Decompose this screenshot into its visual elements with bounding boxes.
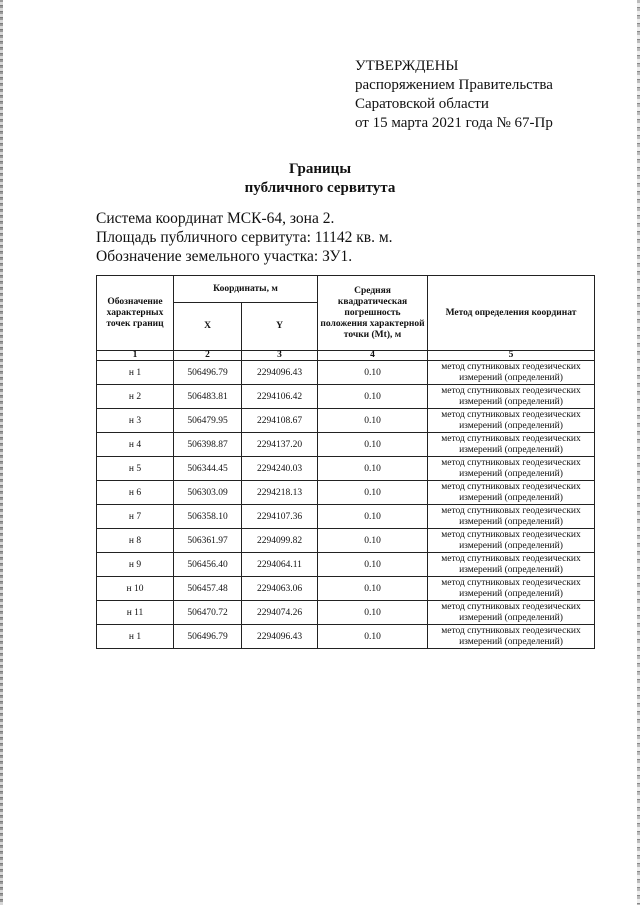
table-body bbox=[97, 361, 595, 649]
method-cell: метод спутниковых геодезических измерений (определений) bbox=[428, 625, 595, 649]
col-number-3: 3 bbox=[242, 351, 318, 361]
document-meta bbox=[96, 209, 393, 266]
y-cell: 2294064.11 bbox=[242, 553, 318, 577]
y-cell: 2294074.26 bbox=[242, 601, 318, 625]
point-cell: н 2 bbox=[97, 385, 174, 409]
y-cell: 2294096.43 bbox=[242, 361, 318, 385]
y-cell: 2294096.43 bbox=[242, 625, 318, 649]
header-error-text: Средняя квадратическая погрешность положения характерной точки (Mt), м bbox=[320, 285, 425, 340]
header-coordinates: Координаты, м bbox=[174, 276, 318, 303]
method-cell: метод спутниковых геодезических измерений (определений) bbox=[428, 505, 595, 529]
x-cell: 506496.79 bbox=[174, 625, 242, 649]
approval-stamp bbox=[355, 57, 553, 133]
parcel-text: Обозначение земельного участка: ЗУ1. bbox=[96, 248, 353, 265]
method-cell: метод спутниковых геодезических измерений (определений) bbox=[428, 601, 595, 625]
method-cell: метод спутниковых геодезических измерений (определений) bbox=[428, 409, 595, 433]
x-cell: 506303.09 bbox=[174, 481, 242, 505]
error-cell: 0.10 bbox=[318, 577, 428, 601]
error-cell: 0.10 bbox=[318, 529, 428, 553]
error-cell: 0.10 bbox=[318, 385, 428, 409]
document-title bbox=[0, 160, 640, 198]
x-cell: 506470.72 bbox=[174, 601, 242, 625]
scan-edge-left bbox=[0, 0, 3, 905]
x-cell: 506344.45 bbox=[174, 457, 242, 481]
coord-system-text: Система координат МСК-64, зона 2. bbox=[96, 210, 335, 227]
approval-heading: УТВЕРЖДЕНЫ bbox=[355, 58, 459, 74]
table-row bbox=[97, 361, 595, 385]
point-cell: н 1 bbox=[97, 361, 174, 385]
method-cell: метод спутниковых геодезических измерений (определений) bbox=[428, 457, 595, 481]
header-y: Y bbox=[242, 303, 318, 351]
point-cell: н 9 bbox=[97, 553, 174, 577]
error-cell: 0.10 bbox=[318, 505, 428, 529]
y-cell: 2294063.06 bbox=[242, 577, 318, 601]
table-row bbox=[97, 481, 595, 505]
approval-authority: распоряжением Правительства bbox=[355, 77, 553, 93]
x-cell: 506457.48 bbox=[174, 577, 242, 601]
point-cell: н 4 bbox=[97, 433, 174, 457]
point-cell: н 11 bbox=[97, 601, 174, 625]
col-number-1: 1 bbox=[97, 351, 174, 361]
area-text: Площадь публичного сервитута: 11142 кв. м. bbox=[96, 229, 393, 246]
point-cell: н 10 bbox=[97, 577, 174, 601]
x-cell: 506496.79 bbox=[174, 361, 242, 385]
table-row bbox=[97, 385, 595, 409]
x-cell: 506358.10 bbox=[174, 505, 242, 529]
y-cell: 2294107.36 bbox=[242, 505, 318, 529]
table-row bbox=[97, 577, 595, 601]
point-cell: н 3 bbox=[97, 409, 174, 433]
method-cell: метод спутниковых геодезических измерений (определений) bbox=[428, 481, 595, 505]
point-cell: н 7 bbox=[97, 505, 174, 529]
header-method: Метод определения координат bbox=[428, 276, 595, 351]
header-error bbox=[318, 276, 428, 351]
col-number-4: 4 bbox=[318, 351, 428, 361]
point-cell: н 1 bbox=[97, 625, 174, 649]
x-cell: 506361.97 bbox=[174, 529, 242, 553]
error-cell: 0.10 bbox=[318, 601, 428, 625]
table-row bbox=[97, 433, 595, 457]
x-cell: 506479.95 bbox=[174, 409, 242, 433]
method-cell: метод спутниковых геодезических измерений (определений) bbox=[428, 553, 595, 577]
y-cell: 2294137.20 bbox=[242, 433, 318, 457]
error-cell: 0.10 bbox=[318, 409, 428, 433]
approval-date: от 15 марта 2021 года № 67-Пр bbox=[355, 115, 553, 131]
x-cell: 506483.81 bbox=[174, 385, 242, 409]
error-cell: 0.10 bbox=[318, 433, 428, 457]
error-cell: 0.10 bbox=[318, 481, 428, 505]
error-cell: 0.10 bbox=[318, 361, 428, 385]
point-cell: н 6 bbox=[97, 481, 174, 505]
header-point-label: Обозначение характерных точек границ bbox=[97, 276, 174, 351]
col-number-5: 5 bbox=[428, 351, 595, 361]
error-cell: 0.10 bbox=[318, 553, 428, 577]
table-row bbox=[97, 625, 595, 649]
table-row bbox=[97, 457, 595, 481]
approval-region: Саратовской области bbox=[355, 96, 489, 112]
y-cell: 2294099.82 bbox=[242, 529, 318, 553]
table-row bbox=[97, 529, 595, 553]
table-row bbox=[97, 505, 595, 529]
error-cell: 0.10 bbox=[318, 457, 428, 481]
point-cell: н 5 bbox=[97, 457, 174, 481]
method-cell: метод спутниковых геодезических измерений (определений) bbox=[428, 577, 595, 601]
point-cell: н 8 bbox=[97, 529, 174, 553]
x-cell: 506398.87 bbox=[174, 433, 242, 457]
table-row bbox=[97, 553, 595, 577]
coordinates-table bbox=[96, 275, 595, 649]
method-cell: метод спутниковых геодезических измерений (определений) bbox=[428, 361, 595, 385]
method-cell: метод спутниковых геодезических измерений (определений) bbox=[428, 529, 595, 553]
y-cell: 2294108.67 bbox=[242, 409, 318, 433]
error-cell: 0.10 bbox=[318, 625, 428, 649]
y-cell: 2294218.13 bbox=[242, 481, 318, 505]
table-row bbox=[97, 409, 595, 433]
header-x: X bbox=[174, 303, 242, 351]
table-row bbox=[97, 601, 595, 625]
y-cell: 2294106.42 bbox=[242, 385, 318, 409]
method-cell: метод спутниковых геодезических измерений (определений) bbox=[428, 385, 595, 409]
col-number-2: 2 bbox=[174, 351, 242, 361]
title-line-2: публичного сервитута bbox=[244, 180, 396, 196]
y-cell: 2294240.03 bbox=[242, 457, 318, 481]
title-line-1: Границы bbox=[288, 161, 352, 177]
x-cell: 506456.40 bbox=[174, 553, 242, 577]
method-cell: метод спутниковых геодезических измерений (определений) bbox=[428, 433, 595, 457]
